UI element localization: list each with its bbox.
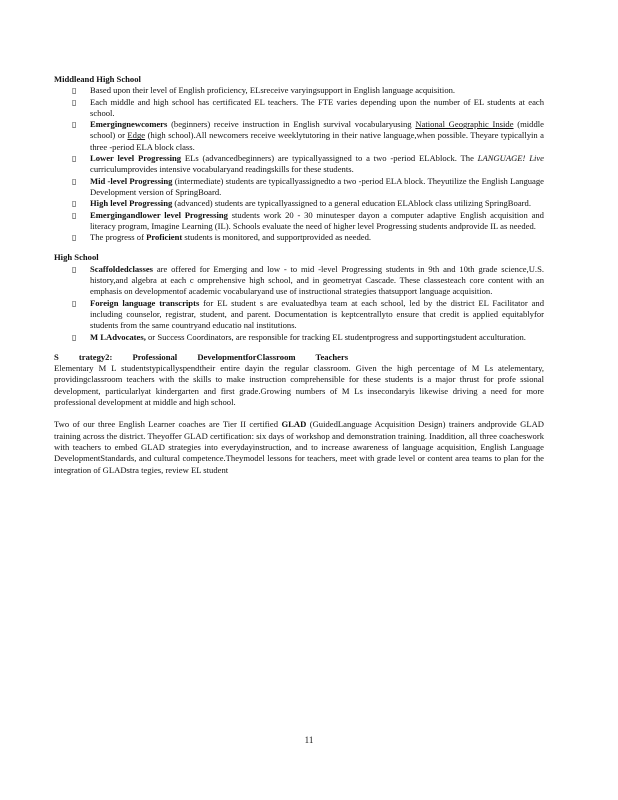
bold-term: Scaffoldedclasses bbox=[90, 263, 154, 274]
list-item bbox=[54, 176, 544, 199]
bold-term: Emergingnewcomers bbox=[90, 119, 168, 130]
strategy2-section bbox=[54, 352, 544, 476]
item-text: (middle school) or bbox=[90, 119, 544, 141]
list-item bbox=[54, 298, 544, 332]
strategy2-paragraph-1: Elementary M L studentstypicallyspendtheir entire dayin the regular classroom. Given the high percentage of M Ls atelementary, providingclassroom teachers with the skills to make instruction comprehensible for these students is a major thrust for profe ssional development, particularlyat kindergarten and first grade.Growing numbers of M Ls insecondaryis likewise driving a need for more professional development at middle and high school. bbox=[54, 363, 544, 408]
high-school-heading: High School bbox=[54, 252, 99, 263]
glad-term: GLAD bbox=[281, 419, 307, 430]
item-text: for EL student s are evaluatedbya team at each school, led by the district EL Facilitator and including counselor, registrar, student, and parent. Documentation is keptcentrallyto ensure that credit is applied equitablyfor students from the same countryand educatio nal institutions. bbox=[90, 297, 545, 331]
bullet-icon: ▯ bbox=[72, 264, 77, 274]
glad-intro-text: Two of our three English Learner coaches are Tier II certified bbox=[54, 419, 282, 430]
item-text: ELs (advancedbeginners) are typicallyassigned to a two -period ELAblock. The bbox=[181, 153, 478, 164]
item-text: or Success Coordinators, are responsible for tracking EL studentprogress and supportingstudent acculturation. bbox=[145, 331, 526, 342]
bullet-icon: ▯ bbox=[72, 233, 77, 243]
list-item bbox=[54, 198, 544, 209]
item-text: students is monitored, and supportprovided as needed. bbox=[182, 232, 372, 243]
bullet-icon: ▯ bbox=[72, 298, 77, 308]
list-item bbox=[54, 332, 544, 343]
bullet-icon: ▯ bbox=[72, 332, 77, 342]
bold-term: Mid -level Progressing bbox=[90, 175, 173, 186]
list-item bbox=[54, 119, 544, 153]
item-text: (advanced) students are typicallyassigned to a general education ELAblock class utilizing SpringBoard. bbox=[172, 198, 531, 209]
strategy2-title: S trategy2: Professional DevelopmentforClassroom Teachers bbox=[54, 351, 349, 362]
bullet-icon: ▯ bbox=[72, 86, 77, 96]
italic-title: LANGUAGE! Live bbox=[477, 153, 544, 164]
bold-term: Emergingandlower level Progressing bbox=[90, 209, 228, 220]
list-item bbox=[54, 210, 544, 233]
item-text: are offered for Emerging and low - to mid -level Progressing students in 9th and 10th grade science,U.S. history,and algebra at each c omprehensive high school, and in geometryat Cascade. These classesteach core content with an emphasis on developmentof academic vocabularyand use of instructional strategies thatsupport language acquisition. bbox=[90, 263, 544, 297]
bold-term: M LAdvocates, bbox=[90, 331, 146, 342]
bullet-icon: ▯ bbox=[72, 176, 77, 186]
item-text: students work 20 - 30 minutesper dayon a computer adaptive English acquisition and literacy program, Imagine Learning (IL). Schools evaluate the need of higher level Progressing students andprovide IL as needed. bbox=[90, 209, 544, 231]
list-item bbox=[54, 264, 544, 298]
middle-high-list bbox=[54, 85, 544, 243]
underlined-title: Edge bbox=[127, 130, 146, 141]
item-text: (intermediate) students are typicallyassignedto a two -period ELA block. Theyutilize the English Language Development version of SpringBoard. bbox=[90, 175, 544, 197]
item-text: curriculumprovides intensive vocabularyand readingskills for these students. bbox=[90, 164, 354, 175]
middle-high-heading: Middleand High School bbox=[54, 74, 141, 84]
page-content bbox=[54, 74, 544, 484]
glad-body-text: (GuidedLanguage Acquisition Design) trainers andprovide GLAD training across the district. Theyoffer GLAD certification: six days of workshop and demonstration training. Inaddition, all three coacheswork with teachers to embed GLAD strategies into everydayinstruction, and to increase awareness of language acquisition, English Language DevelopmentStandards, and cultural competence.Theymodel lessons for teachers, meet with grade level or content area teams to plan for the integration of GLADstra tegies, review EL student bbox=[54, 419, 544, 475]
bullet-icon: ▯ bbox=[72, 199, 77, 209]
bullet-icon: ▯ bbox=[72, 154, 77, 164]
bold-term: High level Progressing bbox=[90, 198, 173, 209]
bullet-icon: ▯ bbox=[72, 120, 77, 130]
bullet-icon: ▯ bbox=[72, 97, 77, 107]
list-item bbox=[54, 153, 544, 176]
list-item bbox=[54, 232, 544, 243]
item-text: (beginners) receive instruction in English survival vocabularyusing bbox=[167, 119, 416, 130]
item-text: Based upon their level of English proficiency, ELsreceive varyingsupport in English language acquisition. bbox=[90, 85, 456, 96]
strategy2-paragraph-2 bbox=[54, 419, 544, 475]
high-school-list bbox=[54, 264, 544, 343]
page-number: 11 bbox=[304, 735, 314, 745]
underlined-title: National Geographic Inside bbox=[415, 119, 514, 130]
bold-term: Lower level Progressing bbox=[90, 153, 182, 164]
bold-term: Proficient bbox=[146, 232, 183, 243]
list-item bbox=[54, 85, 544, 96]
bold-term: Foreign language transcripts bbox=[90, 297, 200, 308]
item-text: (high school).All newcomers receive weeklytutoring in their native language,when possible. Theyare typicallyin a three -period ELA block class. bbox=[90, 130, 544, 152]
bullet-icon: ▯ bbox=[72, 210, 77, 220]
item-text: Each middle and high school has certificated EL teachers. The FTE varies depending upon the number of EL students at each school. bbox=[90, 96, 544, 118]
list-item bbox=[54, 97, 544, 120]
item-text: The progress of bbox=[90, 232, 147, 243]
